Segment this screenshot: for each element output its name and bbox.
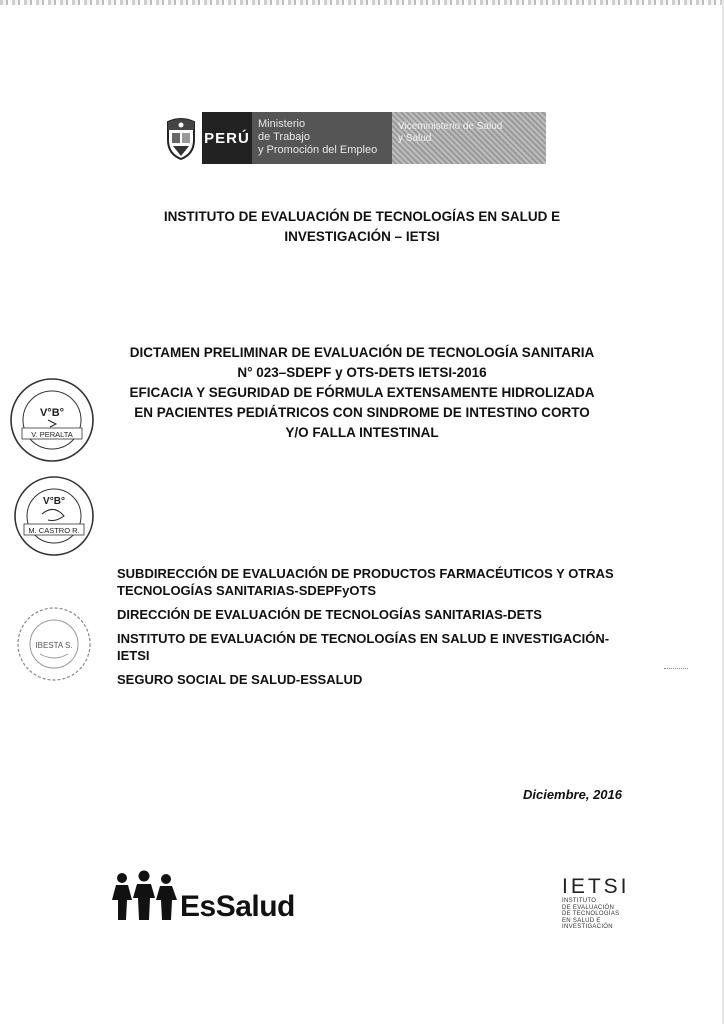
government-banner [160,112,546,164]
document-date: Diciembre, 2016 [522,787,622,802]
essalud-logo [112,872,295,927]
ietsi-subtitle: INSTITUTO DE EVALUACIÓN DE TECNOLOGÍAS EN SALUD E INVESTIGACIÓN [562,898,620,930]
children-figures-icon [112,870,178,927]
svg-text:V°B°: V°B° [43,496,65,507]
svg-text:V. PERALTA: V. PERALTA [31,430,73,439]
approval-stamp-castro [12,474,96,558]
approval-stamp-ietsi [14,604,94,684]
svg-text:V°B°: V°B° [39,407,65,419]
org-dets: DIRECCIÓN DE EVALUACIÓN DE TECNOLOGÍAS SANITARIAS-DETS [117,607,542,622]
scan-edge [0,0,724,5]
scan-mark [664,668,688,671]
svg-text:IBESTA S.: IBESTA S. [35,641,73,650]
svg-text:M. CASTRO R.: M. CASTRO R. [28,526,80,535]
ietsi-wordmark: IETSI [562,875,630,898]
ietsi-logo [562,876,636,931]
org-ietsi: INSTITUTO DE EVALUACIÓN DE TECNOLOGÍAS EN SALUD E INVESTIGACIÓN- IETSI [117,631,610,663]
organization-list [117,565,657,695]
ministerio-label: Ministerio de Trabajo y Promoción del Empleo [252,112,392,164]
dictamen-title: DICTAMEN PRELIMINAR DE EVALUACIÓN DE TECNOLOGÍA SANITARIA N° 023–SDEPF y OTS-DETS IETSI-2016 EFICACIA Y SEGURIDAD DE FÓRMULA EXTENSAMENTE HIDROLIZADA EN PACIENTES PEDIÁTRICOS CON SINDROME DE INTESTINO CORTO Y/O FALLA INTESTINAL [129,345,595,440]
org-essalud: SEGURO SOCIAL DE SALUD-ESSALUD [117,672,363,687]
approval-stamp-peralta [8,376,96,464]
viceministerio-label: Viceministerio de Salud y Salud [392,112,546,164]
coat-of-arms-icon [160,112,202,164]
essalud-wordmark: EsSalud [180,890,295,923]
institute-title: INSTITUTO DE EVALUACIÓN DE TECNOLOGÍAS EN SALUD E INVESTIGACIÓN – IETSI [163,209,561,244]
org-sdepfyots: SUBDIRECCIÓN DE EVALUACIÓN DE PRODUCTOS FARMACÉUTICOS Y OTRAS TECNOLOGÍAS SANITARIAS-SDEPFyOTS [117,566,614,598]
peru-label: PERÚ [202,112,252,164]
